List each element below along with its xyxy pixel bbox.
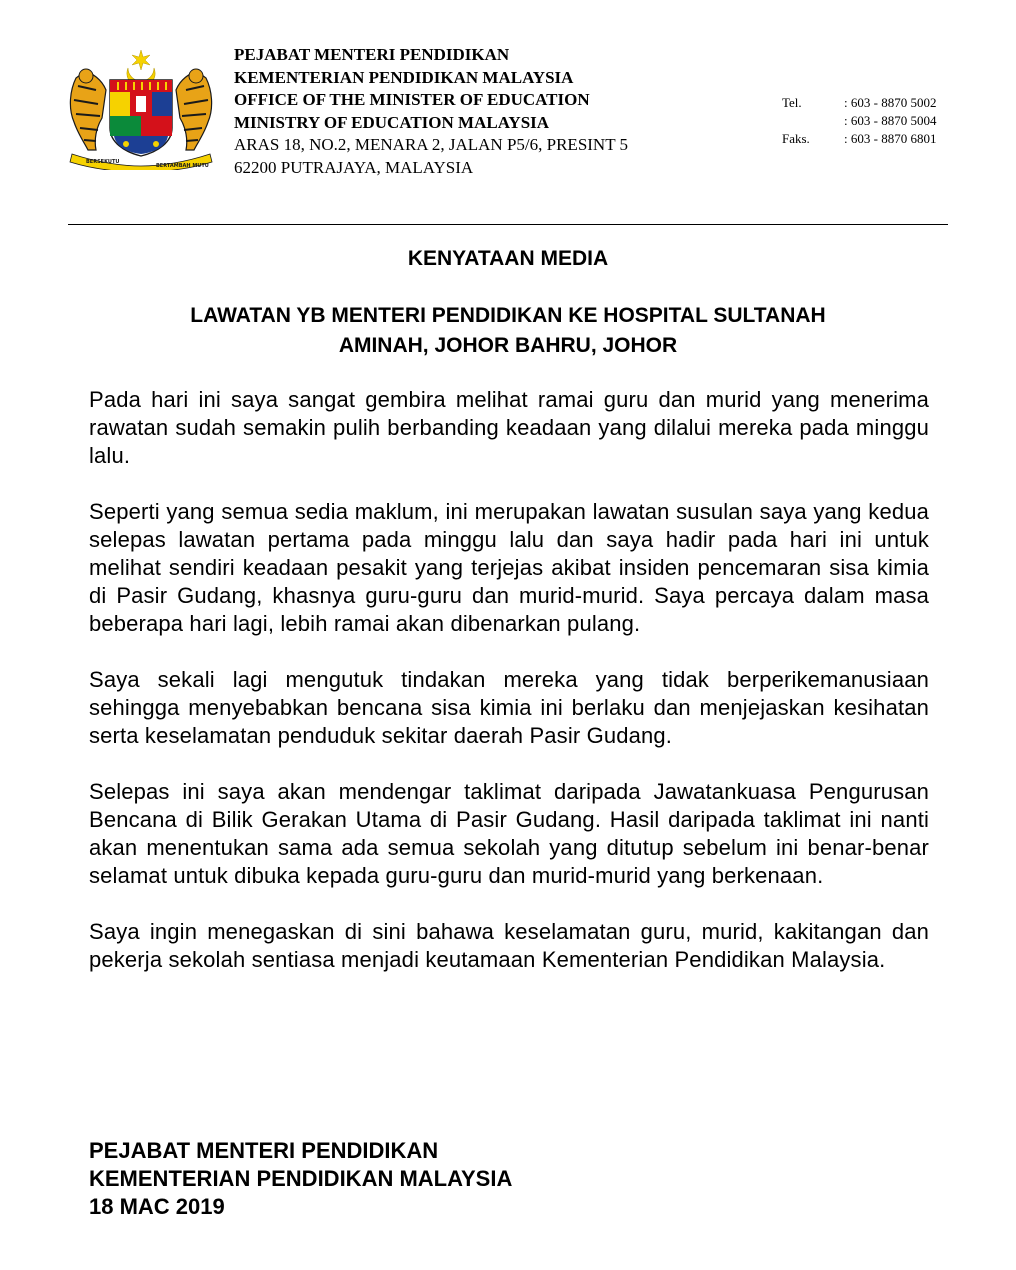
contact-label: Faks. xyxy=(782,131,810,146)
address-line-2: 62200 PUTRAJAYA, MALAYSIA xyxy=(234,157,474,177)
contact-block xyxy=(782,94,936,148)
statement-body xyxy=(89,386,929,1002)
contact-label: Tel. xyxy=(782,95,802,110)
signoff-block xyxy=(89,1137,512,1221)
document-subject xyxy=(68,301,948,361)
contact-row xyxy=(782,112,936,130)
motto-left-text: BERSEKUTU xyxy=(86,159,120,165)
office-name-malay: PEJABAT MENTERI PENDIDIKAN xyxy=(234,45,510,64)
right-tiger-icon xyxy=(176,69,212,150)
signoff-office: PEJABAT MENTERI PENDIDIKAN xyxy=(89,1138,439,1163)
subject-line-2: AMINAH, JOHOR BAHRU, JOHOR xyxy=(338,334,678,357)
shield-icon xyxy=(110,80,172,156)
paragraph: Seperti yang semua sedia maklum, ini merupakan lawatan susulan saya yang kedua selepas lawatan pertama pada minggu lalu dan saya hadir pada hari ini untuk melihat sendiri keadaan pesakit yang terjejas akibat insiden pencemaran sisa kimia di Pasir Gudang, khasnya guru-guru dan murid-murid. Saya percaya dalam masa beberapa hari lagi, lebih ramai akan dibenarkan pulang. xyxy=(89,499,929,636)
contact-value: : 603 - 8870 5004 xyxy=(844,113,937,128)
contact-row xyxy=(782,94,936,112)
signoff-ministry: KEMENTERIAN PENDIDIKAN MALAYSIA xyxy=(89,1166,513,1191)
paragraph: Pada hari ini saya sangat gembira melihat ramai guru dan murid yang menerima rawatan sudah semakin pulih berbanding keadaan yang dilalui mereka pada minggu lalu. xyxy=(89,387,929,468)
paragraph: Saya ingin menegaskan di sini bahawa keselamatan guru, murid, kakitangan dan pekerja sekolah sentiasa menjadi keutamaan Kementerian Pendidikan Malaysia. xyxy=(89,919,929,972)
coat-of-arms-icon xyxy=(66,50,216,170)
address-line-1: ARAS 18, NO.2, MENARA 2, JALAN P5/6, PRESINT 5 xyxy=(234,135,629,155)
ministry-name-malay: KEMENTERIAN PENDIDIKAN MALAYSIA xyxy=(234,67,574,87)
paragraph: Selepas ini saya akan mendengar taklimat daripada Jawatankuasa Pengurusan Bencana di Bilik Gerakan Utama di Pasir Gudang. Hasil daripada taklimat ini nanti akan menentukan sama ada semua sekolah yang ditutup sebelum ini benar-benar selamat untuk dibuka kepada guru-guru dan murid-murid yang berkenaan. xyxy=(89,779,929,888)
motto-right-text: BERTAMBAH MUTU xyxy=(156,163,209,169)
contact-row xyxy=(782,130,936,148)
contact-value: : 603 - 8870 6801 xyxy=(844,131,937,146)
contact-value: : 603 - 8870 5002 xyxy=(844,95,937,110)
ministry-name-english: MINISTRY OF EDUCATION MALAYSIA xyxy=(234,112,550,132)
header-divider xyxy=(68,224,948,225)
document-heading: KENYATAAN MEDIA xyxy=(407,247,609,270)
contact-label xyxy=(782,112,844,130)
letterhead xyxy=(234,44,754,180)
paragraph: Saya sekali lagi mengutuk tindakan mereka yang tidak berperikemanusiaan sehingga menyebabkan bencana sisa kimia ini berlaku dan menjejaskan kesihatan serta keselamatan penduduk sekitar daerah Pasir Gudang. xyxy=(89,667,929,748)
subject-line-1: LAWATAN YB MENTERI PENDIDIKAN KE HOSPITAL SULTANAH xyxy=(190,304,826,327)
left-tiger-icon xyxy=(70,69,106,150)
office-name-english: OFFICE OF THE MINISTER OF EDUCATION xyxy=(234,90,590,110)
signoff-date: 18 MAC 2019 xyxy=(89,1194,225,1219)
